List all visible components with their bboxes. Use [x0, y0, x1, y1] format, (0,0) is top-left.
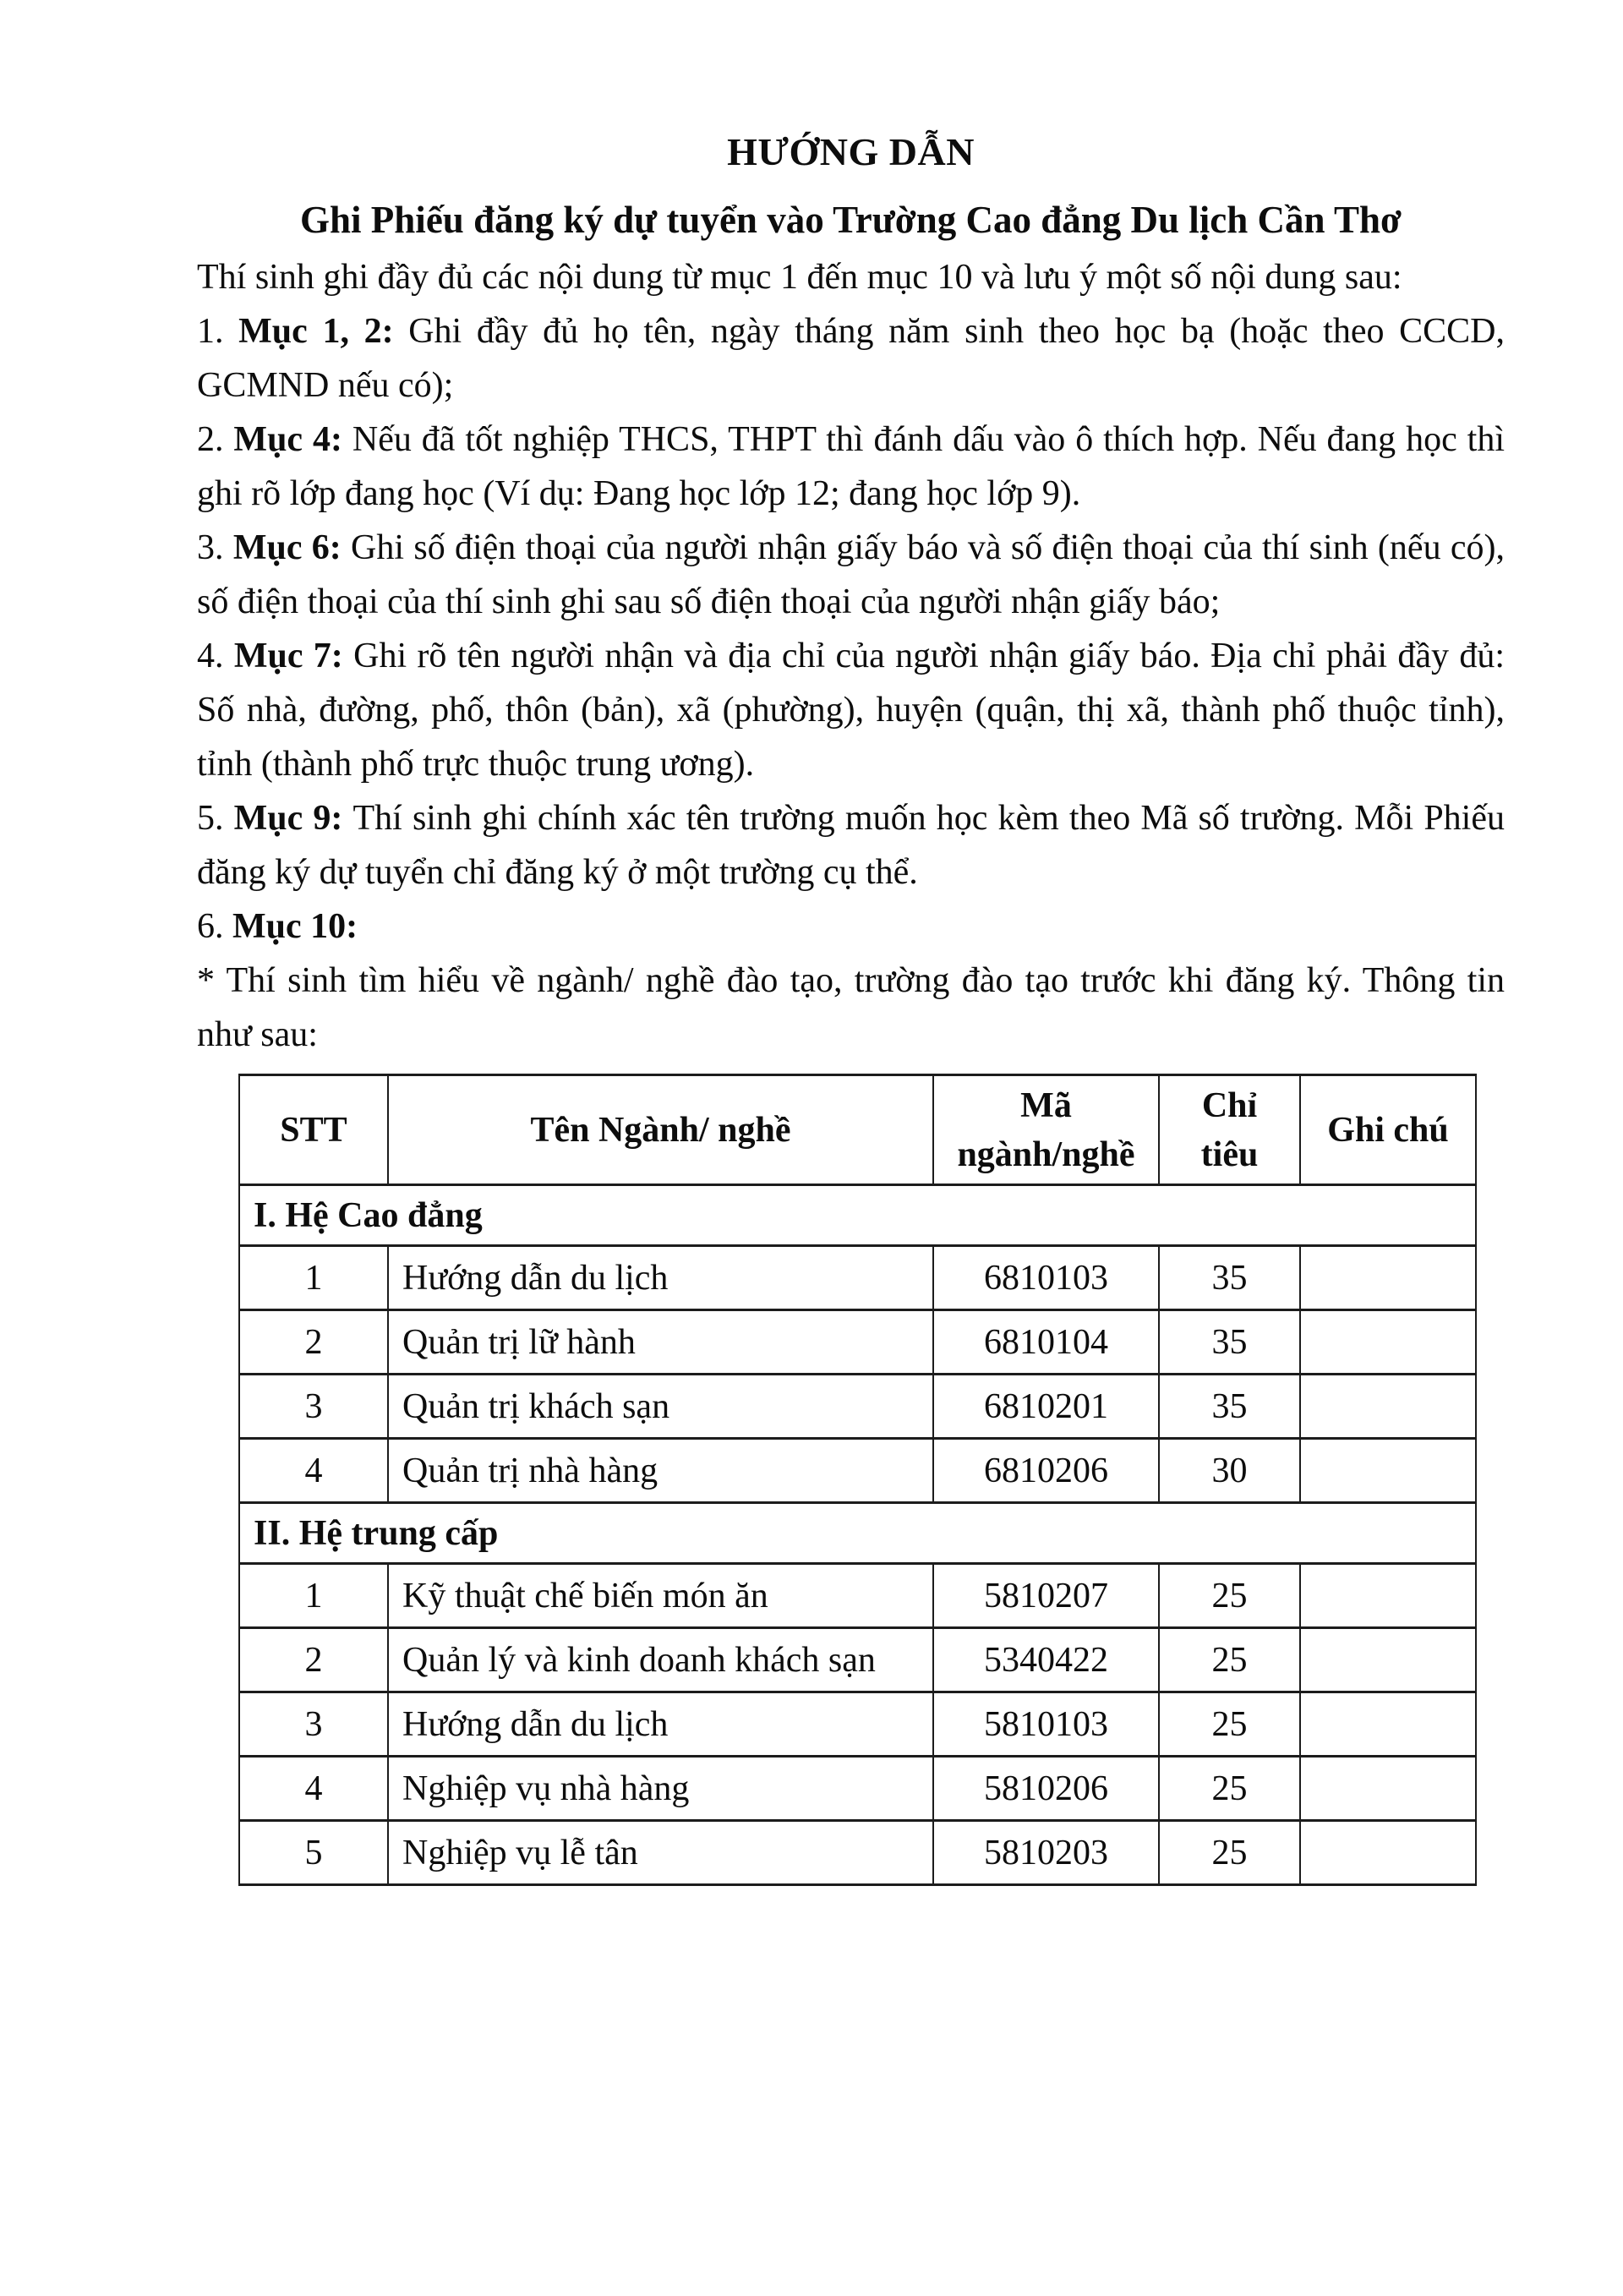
instruction-item-5 — [197, 791, 1505, 899]
cell-quota: 25 — [1159, 1757, 1300, 1821]
instruction-item-6 — [197, 899, 1505, 954]
col-header-code: Mã ngành/nghề — [933, 1075, 1159, 1185]
cell-program-code: 5810103 — [933, 1692, 1159, 1757]
table-row — [239, 1692, 1476, 1757]
cell-stt: 2 — [239, 1310, 388, 1375]
section-title: II. Hệ trung cấp — [239, 1503, 1476, 1564]
item-label: Mục 7: — [233, 637, 354, 675]
cell-quota: 30 — [1159, 1439, 1300, 1503]
table-row — [239, 1757, 1476, 1821]
cell-program-code: 5340422 — [933, 1628, 1159, 1692]
cell-note — [1300, 1757, 1476, 1821]
item-number: 6. — [197, 907, 232, 946]
cell-note — [1300, 1692, 1476, 1757]
cell-note — [1300, 1246, 1476, 1310]
cell-note — [1300, 1439, 1476, 1503]
cell-program-code: 6810103 — [933, 1246, 1159, 1310]
cell-program-name: Kỹ thuật chế biến món ăn — [388, 1564, 933, 1628]
cell-stt: 5 — [239, 1821, 388, 1885]
section-row-trung-cap — [239, 1503, 1476, 1564]
item-text: Ghi rõ tên người nhận và địa chỉ của người nhận giấy báo. Địa chỉ phải đầy đủ: Số nhà, đường, phố, thôn (bản), xã (phường), huyện (quận, thị xã, thành phố thuộc tỉnh), tỉnh (thành phố trực thuộc trung ương). — [197, 637, 1506, 784]
cell-note — [1300, 1375, 1476, 1439]
section-row-cao-dang — [239, 1185, 1476, 1246]
item-number: 4. — [197, 637, 234, 675]
item-label: Mục 10: — [232, 907, 358, 946]
item-text: Nếu đã tốt nghiệp THCS, THPT thì đánh dấu vào ô thích hợp. Nếu đang học thì ghi rõ lớp đang học (Ví dụ: Đang học lớp 12; đang học lớp 9). — [197, 420, 1505, 513]
table-header-row — [239, 1075, 1476, 1185]
table-row — [239, 1821, 1476, 1885]
item-number: 1. — [197, 312, 239, 351]
cell-program-name: Quản lý và kinh doanh khách sạn — [388, 1628, 933, 1692]
item-label: Mục 1, 2: — [238, 312, 409, 351]
cell-quota: 25 — [1159, 1628, 1300, 1692]
page-title: HƯỚNG DẪN — [727, 130, 975, 173]
item-label: Mục 6: — [232, 528, 352, 567]
item-text: Thí sinh tìm hiểu về ngành/ nghề đào tạo, trường đào tạo trước khi đăng ký. Thông tin như sau: — [197, 961, 1505, 1054]
item-text: Ghi đầy đủ họ tên, ngày tháng năm sinh theo học bạ (hoặc theo CCCD, GCMND nếu có); — [197, 312, 1505, 405]
table-row — [239, 1375, 1476, 1439]
instruction-item-1 — [197, 304, 1505, 413]
cell-program-code: 5810203 — [933, 1821, 1159, 1885]
cell-quota: 25 — [1159, 1692, 1300, 1757]
cell-quota: 35 — [1159, 1310, 1300, 1375]
intro-paragraph: Thí sinh ghi đầy đủ các nội dung từ mục 1 đến mục 10 và lưu ý một số nội dung sau: — [197, 258, 1402, 297]
cell-quota: 35 — [1159, 1375, 1300, 1439]
cell-quota: 25 — [1159, 1821, 1300, 1885]
section-title: I. Hệ Cao đẳng — [239, 1185, 1476, 1246]
item-text: Thí sinh ghi chính xác tên trường muốn học kèm theo Mã số trường. Mỗi Phiếu đăng ký dự tuyển chỉ đăng ký ở một trường cụ thể. — [197, 799, 1505, 892]
col-header-name: Tên Ngành/ nghề — [388, 1075, 933, 1185]
cell-program-name: Quản trị nhà hàng — [388, 1439, 933, 1503]
table-row — [239, 1564, 1476, 1628]
cell-stt: 4 — [239, 1439, 388, 1503]
cell-program-code: 6810104 — [933, 1310, 1159, 1375]
col-header-quota: Chỉ tiêu — [1159, 1075, 1300, 1185]
cell-note — [1300, 1564, 1476, 1628]
instruction-item-4 — [197, 629, 1505, 791]
cell-stt: 2 — [239, 1628, 388, 1692]
item-number: 2. — [197, 420, 234, 459]
cell-program-code: 5810206 — [933, 1757, 1159, 1821]
cell-stt: 4 — [239, 1757, 388, 1821]
cell-program-name: Hướng dẫn du lịch — [388, 1246, 933, 1310]
cell-stt: 3 — [239, 1692, 388, 1757]
table-row — [239, 1246, 1476, 1310]
cell-stt: 1 — [239, 1564, 388, 1628]
cell-program-code: 6810206 — [933, 1439, 1159, 1503]
cell-note — [1300, 1310, 1476, 1375]
cell-quota: 25 — [1159, 1564, 1300, 1628]
cell-program-name: Nghiệp vụ lễ tân — [388, 1821, 933, 1885]
cell-stt: 1 — [239, 1246, 388, 1310]
item-label: Mục 9: — [233, 799, 353, 838]
cell-note — [1300, 1821, 1476, 1885]
cell-program-name: Quản trị lữ hành — [388, 1310, 933, 1375]
table-row — [239, 1439, 1476, 1503]
item-number: 3. — [197, 528, 233, 567]
cell-program-code: 6810201 — [933, 1375, 1159, 1439]
item-number: 5. — [197, 799, 234, 838]
instruction-item-note — [197, 954, 1505, 1062]
cell-program-name: Quản trị khách sạn — [388, 1375, 933, 1439]
table-row — [239, 1628, 1476, 1692]
item-number: * — [197, 961, 227, 1000]
cell-program-name: Hướng dẫn du lịch — [388, 1692, 933, 1757]
item-text: Ghi số điện thoại của người nhận giấy báo và số điện thoại của thí sinh (nếu có), số điện thoại của thí sinh ghi sau số điện thoại của người nhận giấy báo; — [197, 528, 1505, 621]
page-subtitle: Ghi Phiếu đăng ký dự tuyển vào Trường Cao đẳng Du lịch Cần Thơ — [300, 199, 1402, 241]
item-label: Mục 4: — [233, 420, 352, 459]
cell-program-name: Nghiệp vụ nhà hàng — [388, 1757, 933, 1821]
cell-note — [1300, 1628, 1476, 1692]
table-row — [239, 1310, 1476, 1375]
cell-program-code: 5810207 — [933, 1564, 1159, 1628]
instruction-item-3 — [197, 521, 1505, 629]
programs-table — [238, 1074, 1477, 1886]
col-header-stt: STT — [239, 1075, 388, 1185]
cell-quota: 35 — [1159, 1246, 1300, 1310]
cell-stt: 3 — [239, 1375, 388, 1439]
instruction-item-2 — [197, 413, 1505, 521]
col-header-note: Ghi chú — [1300, 1075, 1476, 1185]
